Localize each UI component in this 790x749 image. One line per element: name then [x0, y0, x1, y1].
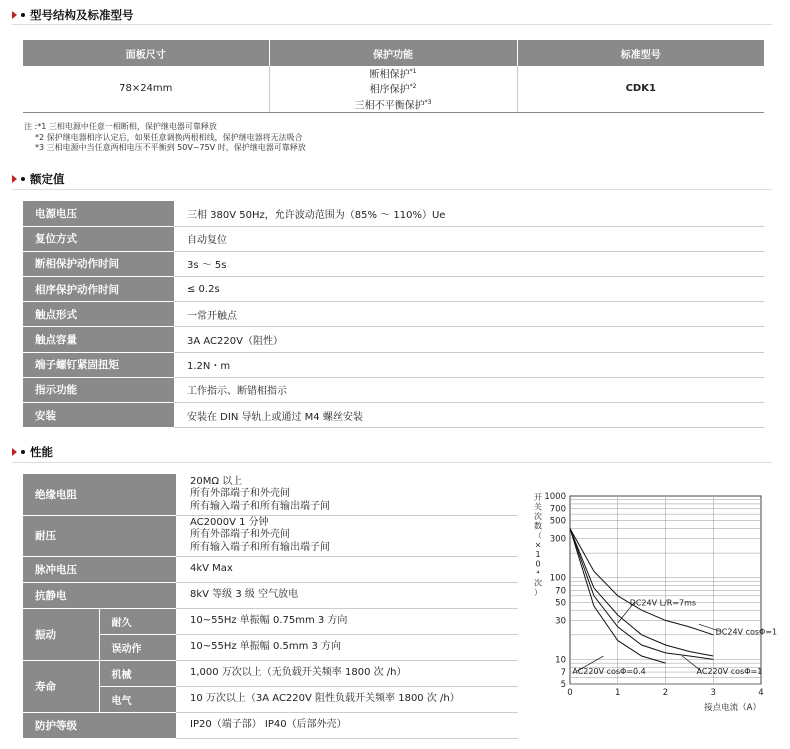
series-line [570, 529, 713, 657]
arrow-icon [12, 11, 17, 19]
y-axis-label: 1 [535, 550, 541, 559]
header-model: 标准型号 [517, 40, 764, 66]
table-row: 复位方式 自动复位 [23, 226, 764, 251]
section-perf-title: 性能 [12, 444, 53, 460]
table-row: 误动作 10~55Hz 单振幅 0.5mm 3 方向 [23, 634, 518, 660]
function-cell: 断相保护$^{*1}$ 相序保护$^{*2}$ 三相不平衡保护$^{*3}$ [269, 66, 517, 112]
table-row: 触点容量 3A AC220V（阻性） [23, 327, 764, 352]
y-axis-label: 关 [534, 502, 542, 512]
y-axis-label: 0 [535, 559, 541, 569]
y-axis-label: ⁴ [536, 569, 540, 578]
bullet-icon [21, 13, 25, 17]
x-tick-label: 1 [615, 688, 621, 698]
y-axis-label: 数 [534, 521, 542, 531]
table-row: 耐压 AC2000V 1 分钟 所有外部端子和外壳间 所有输入端子和所有输出端子间 [23, 515, 518, 556]
section-rated-title: 额定值 [12, 171, 65, 187]
series-label: AC220V cosΦ=0.4 [572, 667, 646, 677]
size-cell: 78×24mm [23, 66, 269, 112]
divider [12, 189, 772, 190]
note-2: *2 保护继电器相序认定后，如果任意调换两根相线，保护继电器将无法吸合 [35, 132, 303, 142]
table-row: 电气 10 万次以上（3A AC220V 阻性负载开关频率 1800 次 /h） [23, 686, 518, 712]
table-row: 触点形式 一常开触点 [23, 302, 764, 327]
y-tick-label: 10 [555, 655, 566, 666]
bullet-icon [21, 450, 25, 454]
life-curve-chart [528, 486, 778, 716]
y-tick-label: 1000 [544, 492, 566, 502]
y-tick-label: 500 [549, 516, 566, 527]
y-axis-label: × [534, 540, 542, 550]
section-model-title: 型号结构及标准型号 [12, 7, 134, 23]
y-tick-label: 7 [560, 668, 566, 679]
table-row: 抗静电 8kV 等级 3 级 空气放电 [23, 582, 518, 608]
y-tick-label: 700 [549, 504, 566, 515]
perf-table [23, 474, 518, 739]
arrow-icon [12, 448, 17, 456]
series-label: DC24V L/R=7ms [629, 598, 697, 608]
note-1: 注 :*1 三相电源中任意一相断相，保护继电器可靠释放 [24, 122, 217, 131]
model-cell: CDK1 [517, 66, 764, 112]
table-row: 电源电压 三相 380V 50Hz，允许波动范围为（85% ～ 110%）Ue [23, 201, 764, 226]
table-row: 绝缘电阻 20MΩ 以上 所有外部端子和外壳间 所有输入端子和所有输出端子间 [23, 474, 518, 515]
y-tick-label: 30 [555, 616, 566, 627]
series-line [570, 529, 713, 660]
y-axis-label: 次 [534, 512, 542, 521]
table-row: 端子螺钉紧固扭矩 1.2N・m [23, 352, 764, 377]
y-tick-label: 70 [555, 586, 566, 597]
arrow-icon [12, 175, 17, 183]
header-size: 面板尺寸 [23, 40, 269, 66]
table-row: 指示功能 工作指示、断错相指示 [23, 377, 764, 402]
table-row: 振动 耐久 10~55Hz 单振幅 0.75mm 3 方向 [23, 608, 518, 634]
y-axis-label: 次 [534, 578, 542, 588]
y-axis-label: 开 [534, 493, 542, 502]
y-axis-label: ） [534, 588, 542, 597]
x-tick-label: 0 [567, 688, 573, 698]
table-row: 相序保护动作时间 ≤ 0.2s [23, 277, 764, 302]
bullet-icon [21, 177, 25, 181]
y-tick-label: 300 [549, 534, 566, 545]
table-row: 脉冲电压 4kV Max [23, 556, 518, 582]
table-row: 安装 安装在 DIN 导轨上或通过 M4 螺丝安装 [23, 403, 764, 428]
rated-table [23, 201, 764, 428]
y-axis-label: （ [534, 531, 542, 540]
y-tick-label: 5 [560, 680, 566, 690]
table-row: 寿命 机械 1,000 万次以上（无负载开关频率 1800 次 /h） [23, 660, 518, 686]
notes [24, 122, 306, 154]
model-table [23, 40, 764, 113]
table-row: 防护等级 IP20（端子部） IP40（后部外壳） [23, 712, 518, 738]
x-tick-label: 2 [662, 688, 669, 698]
x-axis-label: 接点电流（A） [704, 703, 761, 713]
x-tick-label: 3 [710, 688, 716, 698]
divider [12, 462, 772, 463]
note-3: *3 三相电源中当任意两相电压不平衡到 50V~75V 时，保护继电器可靠释放 [35, 143, 306, 152]
table-row: 断相保护动作时间 3s ～ 5s [23, 251, 764, 276]
series-label: DC24V cosΦ=1 [715, 627, 778, 637]
y-tick-label: 100 [549, 573, 566, 584]
y-tick-label: 50 [555, 598, 566, 609]
divider [12, 24, 772, 25]
x-tick-label: 4 [758, 688, 764, 698]
series-label: AC220V cosΦ=1 [696, 667, 763, 677]
header-function: 保护功能 [269, 40, 517, 66]
